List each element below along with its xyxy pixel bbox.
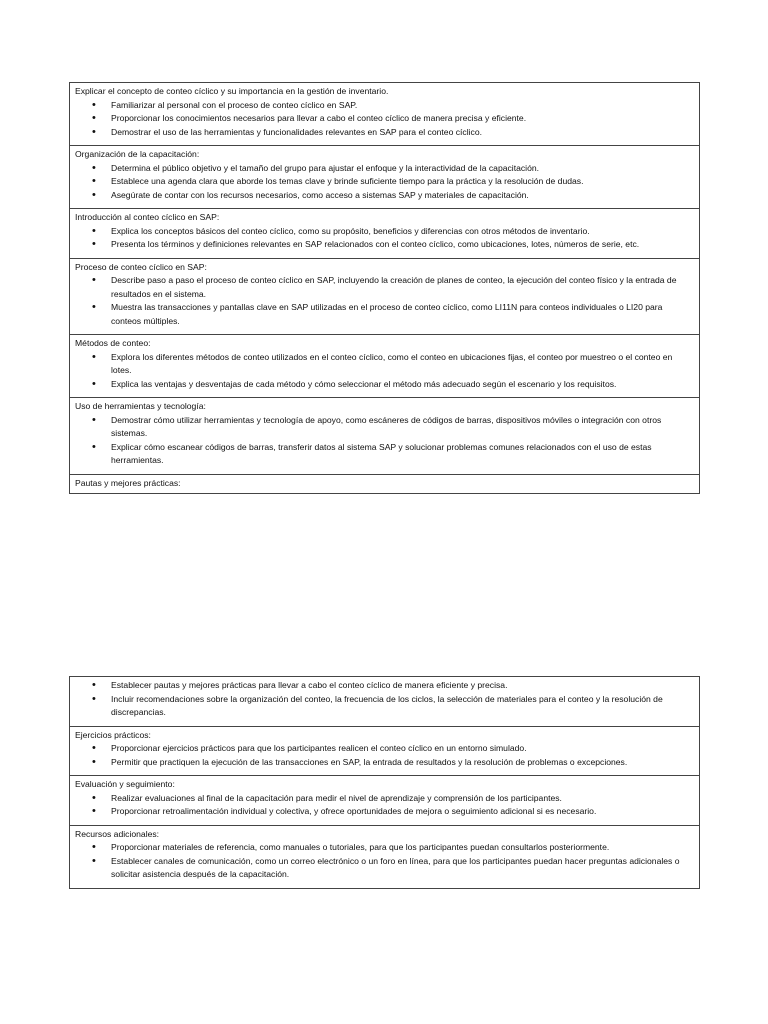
list-item: • Proporcionar retroalimentación individual y colectiva, y ofrece oportunidades de mejora o seguimiento adicional si es necesario. xyxy=(75,805,693,819)
bullet-list xyxy=(75,679,693,720)
list-item: • Presenta los términos y definiciones relevantes en SAP relacionados con el conteo cíclico, como ubicaciones, lotes, números de serie, etc. xyxy=(75,238,693,252)
list-item: • Explora los diferentes métodos de conteo utilizados en el conteo cíclico, como el conteo en ubicaciones fijas, el conteo por muestreo o el conteo en lotes. xyxy=(75,351,693,378)
section-title: Pautas y mejores prácticas: xyxy=(75,477,181,488)
bullet-list xyxy=(75,742,693,769)
bullet-list xyxy=(75,792,693,819)
list-item: • Permitir que practiquen la ejecución de las transacciones en SAP, la entrada de resultados y la resolución de problemas o excepciones. xyxy=(75,756,693,770)
bullet-list xyxy=(75,99,693,140)
list-item: • Incluir recomendaciones sobre la organización del conteo, la frecuencia de los ciclos, la selección de materiales para el conteo y la resolución de discrepancias. xyxy=(75,693,693,720)
bullet-list xyxy=(75,841,693,882)
bullet-list xyxy=(75,274,693,328)
bullet-list xyxy=(75,225,693,252)
section-objectives xyxy=(70,83,699,145)
section-methods xyxy=(70,334,699,397)
list-item: • Explica los conceptos básicos del conteo cíclico, como su propósito, beneficios y diferencias con otros métodos de inventario. xyxy=(75,225,693,239)
section-exercises xyxy=(70,726,699,776)
list-item: • Muestra las transacciones y pantallas clave en SAP utilizadas en el proceso de conteo cíclico, como LI11N para conteos individuales o LI20 para conteos múltiples. xyxy=(75,301,693,328)
list-item: • Establecer canales de comunicación, como un correo electrónico o un foro en línea, para que los participantes puedan hacer preguntas adicionales o solicitar asistencia después de la capacitación. xyxy=(75,855,693,882)
section-title: Evaluación y seguimiento: xyxy=(75,779,175,789)
section-title: Introducción al conteo cíclico en SAP: xyxy=(75,212,220,222)
section-introduction xyxy=(70,208,699,258)
list-item: • Realizar evaluaciones al final de la capacitación para medir el nivel de aprendizaje y comprensión de los participantes. xyxy=(75,792,693,806)
list-item: • Familiarizar al personal con el proceso de conteo cíclico en SAP. xyxy=(75,99,693,113)
section-resources xyxy=(70,825,699,888)
list-item: • Demostrar cómo utilizar herramientas y tecnología de apoyo, como escáneres de códigos de barras, dispositivos móviles o integración con otros sistemas. xyxy=(75,414,693,441)
section-tools xyxy=(70,397,699,474)
list-item: • Establece una agenda clara que aborde los temas clave y brinde suficiente tiempo para la práctica y la resolución de dudas. xyxy=(75,175,693,189)
section-organization xyxy=(70,145,699,208)
content-table-page-2 xyxy=(69,676,700,889)
list-item: • Demostrar el uso de las herramientas y funcionalidades relevantes en SAP para el conteo cíclico. xyxy=(75,126,693,140)
section-process xyxy=(70,258,699,335)
list-item: • Proporcionar los conocimientos necesarios para llevar a cabo el conteo cíclico de manera precisa y eficiente. xyxy=(75,112,693,126)
bullet-list xyxy=(75,162,693,203)
section-title: Organización de la capacitación: xyxy=(75,149,200,159)
section-best-practices xyxy=(70,677,699,726)
list-item: • Explica las ventajas y desventajas de cada método y cómo seleccionar el método más adecuado según el escenario y los requisitos. xyxy=(75,378,693,392)
list-item: • Asegúrate de contar con los recursos necesarios, como acceso a sistemas SAP y materiales de capacitación. xyxy=(75,189,693,203)
section-title: Explicar el concepto de conteo cíclico y su importancia en la gestión de inventario. xyxy=(75,86,389,96)
list-item: • Proporcionar materiales de referencia, como manuales o tutoriales, para que los participantes puedan consultarlos posteriormente. xyxy=(75,841,693,855)
bullet-list xyxy=(75,351,693,392)
section-best-practices-heading xyxy=(70,474,699,494)
bullet-list xyxy=(75,414,693,468)
list-item: • Determina el público objetivo y el tamaño del grupo para ajustar el enfoque y la interactividad de la capacitación. xyxy=(75,162,693,176)
list-item: • Proporcionar ejercicios prácticos para que los participantes realicen el conteo cíclico en un entorno simulado. xyxy=(75,742,693,756)
list-item: • Explicar cómo escanear códigos de barras, transferir datos al sistema SAP y solucionar problemas comunes relacionados con el uso de estas herramientas. xyxy=(75,441,693,468)
section-title: Proceso de conteo cíclico en SAP: xyxy=(75,261,207,272)
section-title: Métodos de conteo: xyxy=(75,338,151,348)
section-title: Uso de herramientas y tecnología: xyxy=(75,401,206,411)
section-title: Recursos adicionales: xyxy=(75,828,160,839)
list-item: • Establecer pautas y mejores prácticas para llevar a cabo el conteo cíclico de manera eficiente y precisa. xyxy=(75,679,693,693)
content-table-page-1 xyxy=(69,82,700,494)
section-evaluation xyxy=(70,775,699,825)
section-title: Ejercicios prácticos: xyxy=(75,729,151,740)
list-item: • Describe paso a paso el proceso de conteo cíclico en SAP, incluyendo la creación de planes de conteo, la ejecución del conteo físico y la entrada de resultados en el sistema. xyxy=(75,274,693,301)
